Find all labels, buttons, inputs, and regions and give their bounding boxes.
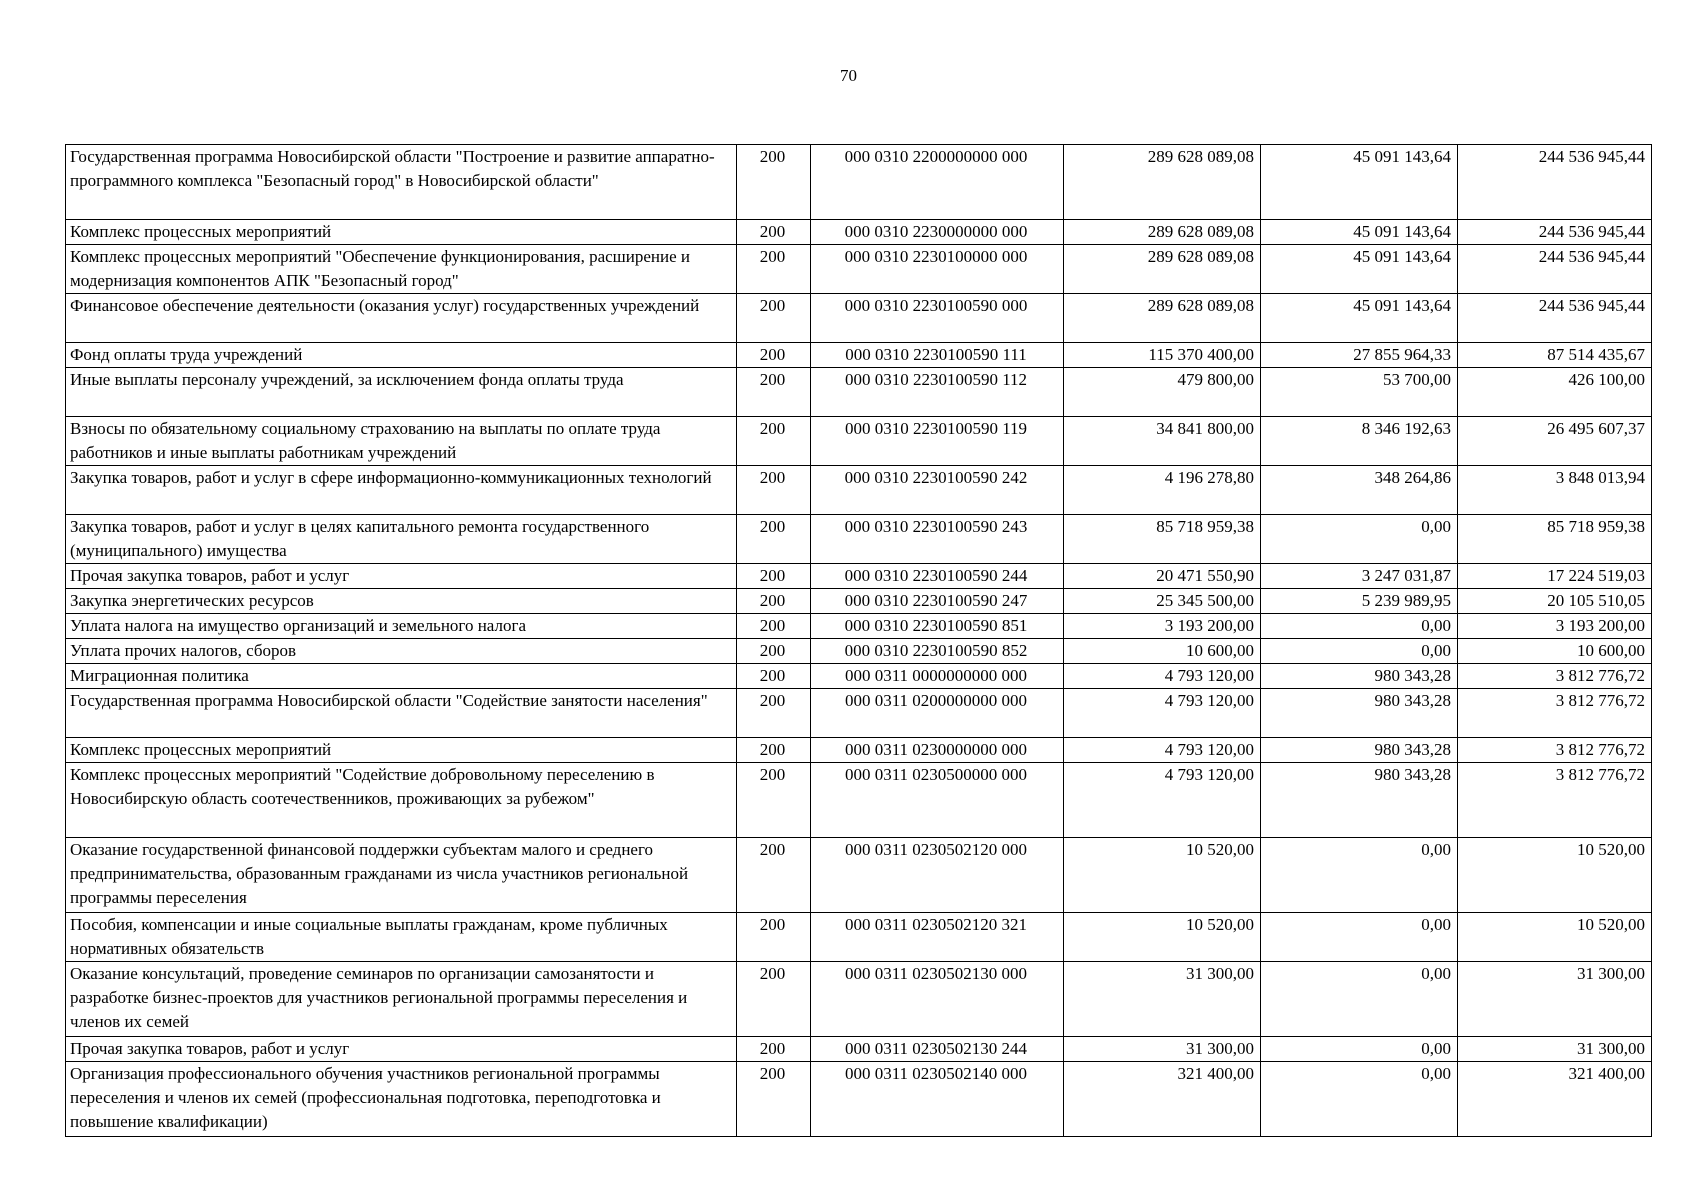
line-code-cell: 200 (737, 145, 811, 220)
remaining-amount-cell: 31 300,00 (1458, 962, 1652, 1037)
line-code-cell: 200 (737, 515, 811, 564)
table-row (66, 913, 1652, 962)
budget-code-cell: 000 0310 2230100590 119 (811, 417, 1064, 466)
approved-amount-cell: 289 628 089,08 (1064, 294, 1261, 343)
table-row (66, 1037, 1652, 1062)
remaining-amount-cell: 3 812 776,72 (1458, 738, 1652, 763)
approved-amount-cell: 4 793 120,00 (1064, 763, 1261, 838)
approved-amount-cell: 31 300,00 (1064, 962, 1261, 1037)
line-code-cell: 200 (737, 689, 811, 738)
budget-code-cell: 000 0311 0230502120 321 (811, 913, 1064, 962)
executed-amount-cell: 0,00 (1261, 913, 1458, 962)
row-name-cell: Комплекс процессных мероприятий (66, 738, 737, 763)
remaining-amount-cell: 3 812 776,72 (1458, 689, 1652, 738)
remaining-amount-cell: 426 100,00 (1458, 368, 1652, 417)
line-code-cell: 200 (737, 245, 811, 294)
executed-amount-cell: 5 239 989,95 (1261, 589, 1458, 614)
executed-amount-cell: 3 247 031,87 (1261, 564, 1458, 589)
approved-amount-cell: 85 718 959,38 (1064, 515, 1261, 564)
row-name-cell: Закупка энергетических ресурсов (66, 589, 737, 614)
executed-amount-cell: 0,00 (1261, 1062, 1458, 1137)
line-code-cell: 200 (737, 343, 811, 368)
executed-amount-cell: 8 346 192,63 (1261, 417, 1458, 466)
line-code-cell: 200 (737, 763, 811, 838)
line-code-cell: 200 (737, 962, 811, 1037)
approved-amount-cell: 10 520,00 (1064, 838, 1261, 913)
budget-code-cell: 000 0310 2230100000 000 (811, 245, 1064, 294)
budget-code-cell: 000 0311 0230502130 244 (811, 1037, 1064, 1062)
budget-code-cell: 000 0310 2230100590 851 (811, 614, 1064, 639)
budget-code-cell: 000 0310 2230000000 000 (811, 220, 1064, 245)
remaining-amount-cell: 26 495 607,37 (1458, 417, 1652, 466)
table-row (66, 589, 1652, 614)
row-name-cell: Закупка товаров, работ и услуг в сфере информационно-коммуникационных технологий (66, 466, 737, 515)
budget-code-cell: 000 0311 0230500000 000 (811, 763, 1064, 838)
approved-amount-cell: 289 628 089,08 (1064, 220, 1261, 245)
executed-amount-cell: 0,00 (1261, 639, 1458, 664)
remaining-amount-cell: 244 536 945,44 (1458, 245, 1652, 294)
remaining-amount-cell: 20 105 510,05 (1458, 589, 1652, 614)
table-row (66, 689, 1652, 738)
remaining-amount-cell: 3 812 776,72 (1458, 763, 1652, 838)
line-code-cell: 200 (737, 913, 811, 962)
budget-code-cell: 000 0310 2230100590 247 (811, 589, 1064, 614)
executed-amount-cell: 45 091 143,64 (1261, 294, 1458, 343)
line-code-cell: 200 (737, 466, 811, 515)
table-row (66, 763, 1652, 838)
remaining-amount-cell: 244 536 945,44 (1458, 294, 1652, 343)
remaining-amount-cell: 3 848 013,94 (1458, 466, 1652, 515)
row-name-cell: Иные выплаты персоналу учреждений, за исключением фонда оплаты труда (66, 368, 737, 417)
remaining-amount-cell: 10 520,00 (1458, 838, 1652, 913)
row-name-cell: Комплекс процессных мероприятий "Обеспечение функционирования, расширение и модернизация компонентов АПК "Безопасный город" (66, 245, 737, 294)
remaining-amount-cell: 321 400,00 (1458, 1062, 1652, 1137)
approved-amount-cell: 289 628 089,08 (1064, 245, 1261, 294)
approved-amount-cell: 34 841 800,00 (1064, 417, 1261, 466)
table-row (66, 838, 1652, 913)
executed-amount-cell: 0,00 (1261, 515, 1458, 564)
budget-execution-table (65, 144, 1652, 1137)
remaining-amount-cell: 17 224 519,03 (1458, 564, 1652, 589)
budget-code-cell: 000 0310 2230100590 852 (811, 639, 1064, 664)
page-number: 70 (840, 66, 857, 85)
line-code-cell: 200 (737, 589, 811, 614)
row-name-cell: Пособия, компенсации и иные социальные выплаты гражданам, кроме публичных нормативных обязательств (66, 913, 737, 962)
executed-amount-cell: 980 343,28 (1261, 763, 1458, 838)
approved-amount-cell: 115 370 400,00 (1064, 343, 1261, 368)
approved-amount-cell: 10 600,00 (1064, 639, 1261, 664)
table-row (66, 245, 1652, 294)
budget-code-cell: 000 0311 0230502130 000 (811, 962, 1064, 1037)
table-row (66, 145, 1652, 220)
executed-amount-cell: 980 343,28 (1261, 738, 1458, 763)
line-code-cell: 200 (737, 838, 811, 913)
remaining-amount-cell: 244 536 945,44 (1458, 145, 1652, 220)
line-code-cell: 200 (737, 1037, 811, 1062)
row-name-cell: Комплекс процессных мероприятий "Содействие добровольному переселению в Новосибирскую область соотечественников, проживающих за рубежом" (66, 763, 737, 838)
row-name-cell: Организация профессионального обучения участников региональной программы переселения и членов их семей (профессиональная подготовка, переподготовка и повышение квалификации) (66, 1062, 737, 1137)
line-code-cell: 200 (737, 294, 811, 343)
approved-amount-cell: 25 345 500,00 (1064, 589, 1261, 614)
table-row (66, 417, 1652, 466)
budget-code-cell: 000 0310 2230100590 112 (811, 368, 1064, 417)
budget-code-cell: 000 0310 2230100590 243 (811, 515, 1064, 564)
executed-amount-cell: 45 091 143,64 (1261, 145, 1458, 220)
table-row (66, 664, 1652, 689)
row-name-cell: Прочая закупка товаров, работ и услуг (66, 564, 737, 589)
row-name-cell: Оказание консультаций, проведение семинаров по организации самозанятости и разработке бизнес-проектов для участников региональной программы переселения и членов их семей (66, 962, 737, 1037)
table-row (66, 639, 1652, 664)
row-name-cell: Государственная программа Новосибирской области "Построение и развитие аппаратно-программного комплекса "Безопасный город" в Новосибирской области" (66, 145, 737, 220)
budget-code-cell: 000 0310 2230100590 242 (811, 466, 1064, 515)
row-name-cell: Оказание государственной финансовой поддержки субъектам малого и среднего предпринимательства, образованным гражданами из числа участников региональной программы переселения (66, 838, 737, 913)
remaining-amount-cell: 85 718 959,38 (1458, 515, 1652, 564)
table-row (66, 220, 1652, 245)
row-name-cell: Уплата прочих налогов, сборов (66, 639, 737, 664)
table-row (66, 738, 1652, 763)
row-name-cell: Прочая закупка товаров, работ и услуг (66, 1037, 737, 1062)
approved-amount-cell: 289 628 089,08 (1064, 145, 1261, 220)
budget-code-cell: 000 0310 2230100590 000 (811, 294, 1064, 343)
approved-amount-cell: 31 300,00 (1064, 1037, 1261, 1062)
executed-amount-cell: 0,00 (1261, 962, 1458, 1037)
approved-amount-cell: 4 196 278,80 (1064, 466, 1261, 515)
executed-amount-cell: 45 091 143,64 (1261, 220, 1458, 245)
executed-amount-cell: 27 855 964,33 (1261, 343, 1458, 368)
budget-code-cell: 000 0310 2230100590 244 (811, 564, 1064, 589)
remaining-amount-cell: 3 812 776,72 (1458, 664, 1652, 689)
row-name-cell: Государственная программа Новосибирской области "Содействие занятости населения" (66, 689, 737, 738)
line-code-cell: 200 (737, 664, 811, 689)
executed-amount-cell: 980 343,28 (1261, 689, 1458, 738)
line-code-cell: 200 (737, 738, 811, 763)
row-name-cell: Фонд оплаты труда учреждений (66, 343, 737, 368)
line-code-cell: 200 (737, 639, 811, 664)
remaining-amount-cell: 10 520,00 (1458, 913, 1652, 962)
line-code-cell: 200 (737, 614, 811, 639)
executed-amount-cell: 53 700,00 (1261, 368, 1458, 417)
budget-code-cell: 000 0310 2200000000 000 (811, 145, 1064, 220)
budget-code-cell: 000 0311 0200000000 000 (811, 689, 1064, 738)
row-name-cell: Закупка товаров, работ и услуг в целях капитального ремонта государственного (муниципального) имущества (66, 515, 737, 564)
budget-code-cell: 000 0310 2230100590 111 (811, 343, 1064, 368)
executed-amount-cell: 0,00 (1261, 838, 1458, 913)
line-code-cell: 200 (737, 368, 811, 417)
remaining-amount-cell: 87 514 435,67 (1458, 343, 1652, 368)
approved-amount-cell: 4 793 120,00 (1064, 664, 1261, 689)
budget-code-cell: 000 0311 0230502120 000 (811, 838, 1064, 913)
row-name-cell: Взносы по обязательному социальному страхованию на выплаты по оплате труда работников и иные выплаты работникам учреждений (66, 417, 737, 466)
table-row (66, 614, 1652, 639)
table-row (66, 1062, 1652, 1137)
remaining-amount-cell: 31 300,00 (1458, 1037, 1652, 1062)
executed-amount-cell: 45 091 143,64 (1261, 245, 1458, 294)
line-code-cell: 200 (737, 417, 811, 466)
remaining-amount-cell: 244 536 945,44 (1458, 220, 1652, 245)
row-name-cell: Комплекс процессных мероприятий (66, 220, 737, 245)
executed-amount-cell: 0,00 (1261, 614, 1458, 639)
approved-amount-cell: 4 793 120,00 (1064, 738, 1261, 763)
line-code-cell: 200 (737, 220, 811, 245)
executed-amount-cell: 0,00 (1261, 1037, 1458, 1062)
row-name-cell: Миграционная политика (66, 664, 737, 689)
table-row (66, 368, 1652, 417)
table-row (66, 515, 1652, 564)
table-row (66, 466, 1652, 515)
executed-amount-cell: 980 343,28 (1261, 664, 1458, 689)
budget-code-cell: 000 0311 0230502140 000 (811, 1062, 1064, 1137)
table-row (66, 343, 1652, 368)
row-name-cell: Финансовое обеспечение деятельности (оказания услуг) государственных учреждений (66, 294, 737, 343)
table-row (66, 294, 1652, 343)
approved-amount-cell: 10 520,00 (1064, 913, 1261, 962)
remaining-amount-cell: 3 193 200,00 (1458, 614, 1652, 639)
table-row (66, 564, 1652, 589)
line-code-cell: 200 (737, 1062, 811, 1137)
budget-code-cell: 000 0311 0000000000 000 (811, 664, 1064, 689)
approved-amount-cell: 20 471 550,90 (1064, 564, 1261, 589)
remaining-amount-cell: 10 600,00 (1458, 639, 1652, 664)
budget-code-cell: 000 0311 0230000000 000 (811, 738, 1064, 763)
row-name-cell: Уплата налога на имущество организаций и земельного налога (66, 614, 737, 639)
approved-amount-cell: 4 793 120,00 (1064, 689, 1261, 738)
approved-amount-cell: 479 800,00 (1064, 368, 1261, 417)
table-row (66, 962, 1652, 1037)
line-code-cell: 200 (737, 564, 811, 589)
approved-amount-cell: 321 400,00 (1064, 1062, 1261, 1137)
executed-amount-cell: 348 264,86 (1261, 466, 1458, 515)
approved-amount-cell: 3 193 200,00 (1064, 614, 1261, 639)
